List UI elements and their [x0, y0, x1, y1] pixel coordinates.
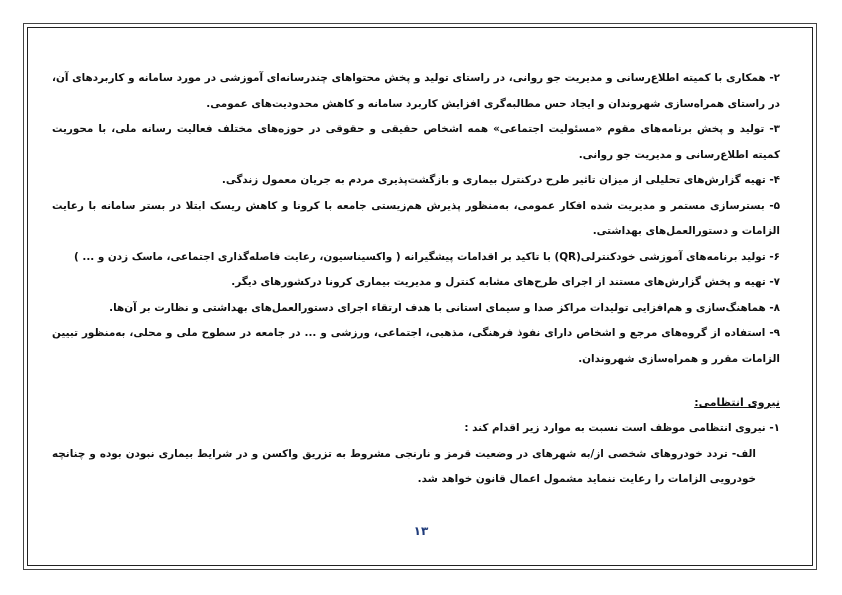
- list-item-9: ۹- استفاده از گروه‌های مرجع و اشخاص دارای نفوذ فرهنگی، مذهبی، اجتماعی، ورزشی و ... در جامعه در سطوح ملی و محلی، به‌منظور تبیین الزامات مقرر و همراه‌سازی شهروندان.: [52, 327, 780, 365]
- section-sub-item-a: الف- تردد خودروهای شخصی از/به شهرهای در وضعیت قرمز و نارنجی مشروط به تزریق واکسن و در شرایط بیماری نبودن بوده و چنانچه خودرویی الزامات را رعایت ننماید مشمول اعمال قانون خواهد شد.: [52, 447, 756, 485]
- page-number: ۱۳: [413, 524, 429, 538]
- list-item-2: ۲- همکاری با کمیته اطلاع‌رسانی و مدیریت جو روانی، در راستای تولید و پخش محتواهای چندرسانه‌ای آموزشی در مورد سامانه و کاربردهای آن، در راستای همراه‌سازی شهروندان و ایجاد حس مطالبه‌گری افزایش کاربرد سامانه و کاهش محدودیت‌های عمومی.: [52, 72, 780, 110]
- list-item-6: ۶- تولید برنامه‌های آموزشی خودکنترلی(QR) با تاکید بر اقدامات پیشگیرانه ( واکسیناسیون، رعایت فاصله‌گذاری اجتماعی، ماسک زدن و ... ): [74, 250, 780, 263]
- section-intro: ۱- نیروی انتظامی موظف است نسبت به موارد زیر اقدام کند :: [464, 422, 780, 434]
- list-item-3: ۳- تولید و پخش برنامه‌های مقوم «مسئولیت اجتماعی» همه اشخاص حقیقی و حقوقی در حوزه‌های مختلف فعالیت رسانه ملی، با محوریت کمیته اطلاع‌رسانی و مدیریت جو روانی.: [52, 123, 780, 161]
- police-section: [52, 390, 780, 493]
- document-body: [52, 66, 780, 493]
- section-title: نیروی انتظامی:: [694, 396, 780, 409]
- list-item-4: ۴- تهیه گزارش‌های تحلیلی از میزان تاثیر طرح درکنترل بیماری و بازگشت‌پذیری مردم به جریان معمول زندگی.: [221, 174, 780, 186]
- list-item-7: ۷- تهیه و پخش گزارش‌های مستند از اجرای طرح‌های مشابه کنترل و مدیریت بیماری کرونا درکشورهای دیگر.: [231, 276, 780, 288]
- list-item-5: ۵- بسترسازی مستمر و مدیریت شده افکار عمومی، به‌منظور پذیرش هم‌زیستی جامعه با کرونا و کاهش ریسک ابتلا در بستر سامانه با رعایت الزامات و دستورالعمل‌های بهداشتی.: [52, 199, 780, 237]
- list-item-8: ۸- هماهنگ‌سازی و هم‌افزایی تولیدات مراکز صدا و سیمای استانی با هدف ارتقاء اجرای دستورالعمل‌های بهداشتی و نظارت بر آن‌ها.: [109, 301, 780, 314]
